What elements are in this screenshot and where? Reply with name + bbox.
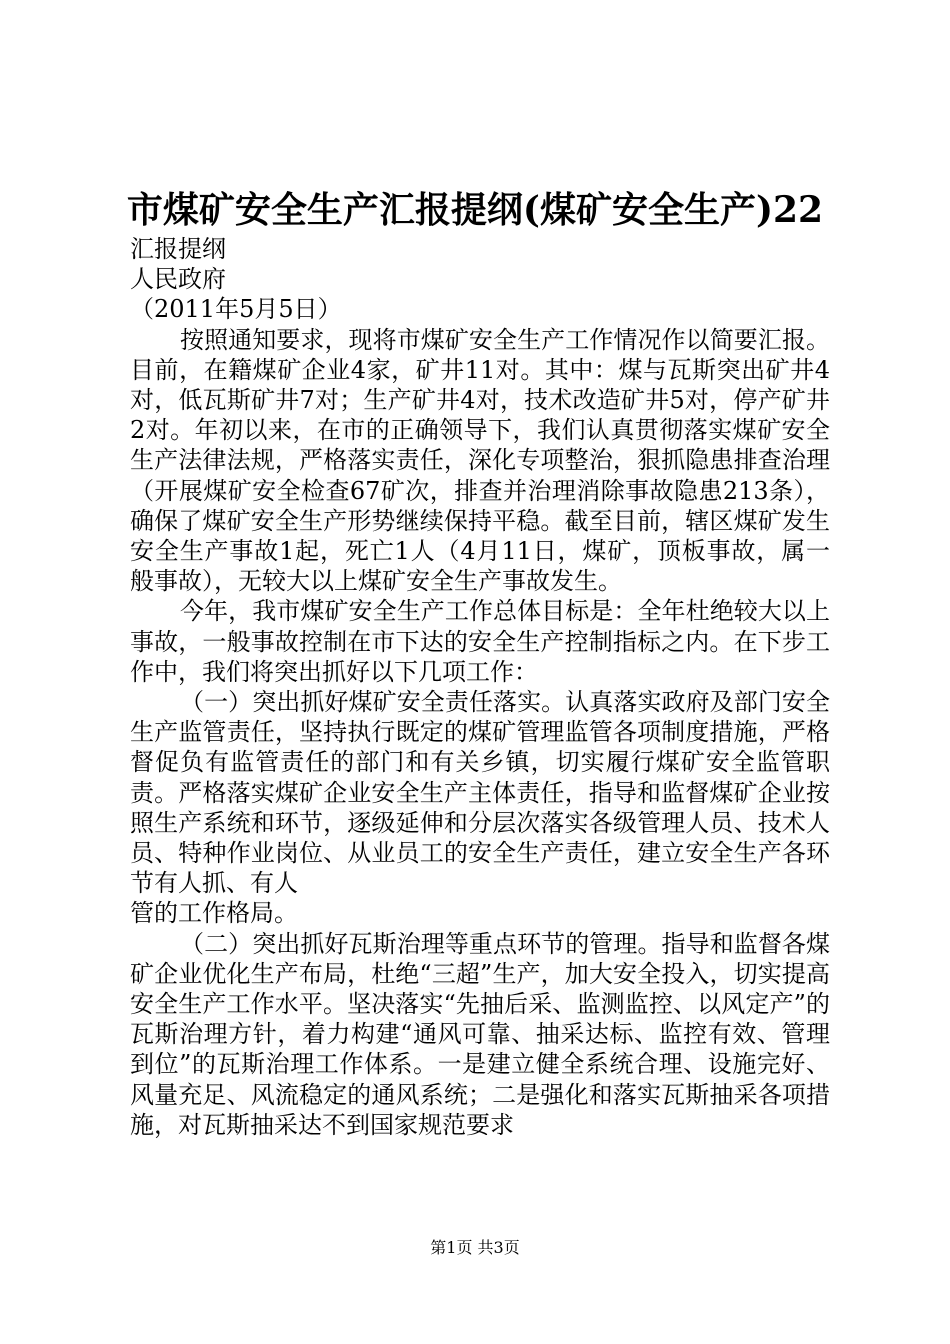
paragraph-section-1-continued: 管的工作格局。 [130, 899, 298, 928]
document-title: 市煤矿安全生产汇报提纲(煤矿安全生产)22 [126, 189, 824, 231]
page-footer: 第1页 共3页 [430, 1238, 520, 1257]
paragraph-goals: 今年，我市煤矿安全生产工作总体目标是：全年杜绝较大以上事故，一般事故控制在市下达的安全生产控制指标之内。在下步工作中，我们将突出抓好以下几项工作： [130, 597, 830, 686]
issuer-line: 人民政府 [130, 265, 226, 294]
document-body [130, 234, 830, 1140]
date-line: （2011年5月5日） [130, 295, 342, 324]
paragraph-intro: 按照通知要求，现将市煤矿安全生产工作情况作以简要汇报。目前，在籍煤矿企业4家，矿井11对。其中：煤与瓦斯突出矿井4对，低瓦斯矿井7对；生产矿井4对，技术改造矿井5对，停产矿井2对。年初以来，在市的正确领导下，我们认真贯彻落实煤矿安全生产法律法规，严格落实责任，深化专项整治，狠抓隐患排查治理（开展煤矿安全检查67矿次，排查并治理消除事故隐患213条），确保了煤矿安全生产形势继续保持平稳。截至目前，辖区煤矿发生安全生产事故1起，死亡1人（4月11日，煤矿，顶板事故，属一般事故），无较大以上煤矿安全生产事故发生。 [130, 325, 830, 596]
paragraph-section-2: （二）突出抓好瓦斯治理等重点环节的管理。指导和监督各煤矿企业优化生产布局，杜绝“三超”生产，加大安全投入，切实提高安全生产工作水平。坚决落实“先抽后采、监测监控、以风定产”的瓦斯治理方针，着力构建“通风可靠、抽采达标、监控有效、管理到位”的瓦斯治理工作体系。一是建立健全系统合理、设施完好、风量充足、风流稳定的通风系统；二是强化和落实瓦斯抽采各项措施，对瓦斯抽采达不到国家规范要求 [130, 929, 830, 1139]
heading-line: 汇报提纲 [130, 235, 226, 263]
paragraph-section-1: （一）突出抓好煤矿安全责任落实。认真落实政府及部门安全生产监管责任，坚持执行既定的煤矿管理监管各项制度措施，严格督促负有监管责任的部门和有关乡镇，切实履行煤矿安全监管职责。严格落实煤矿企业安全生产主体责任，指导和监督煤矿企业按照生产系统和环节，逐级延伸和分层次落实各级管理人员、技术人员、特种作业岗位、从业员工的安全生产责任，建立安全生产各环节有人抓、有人 [130, 688, 830, 898]
